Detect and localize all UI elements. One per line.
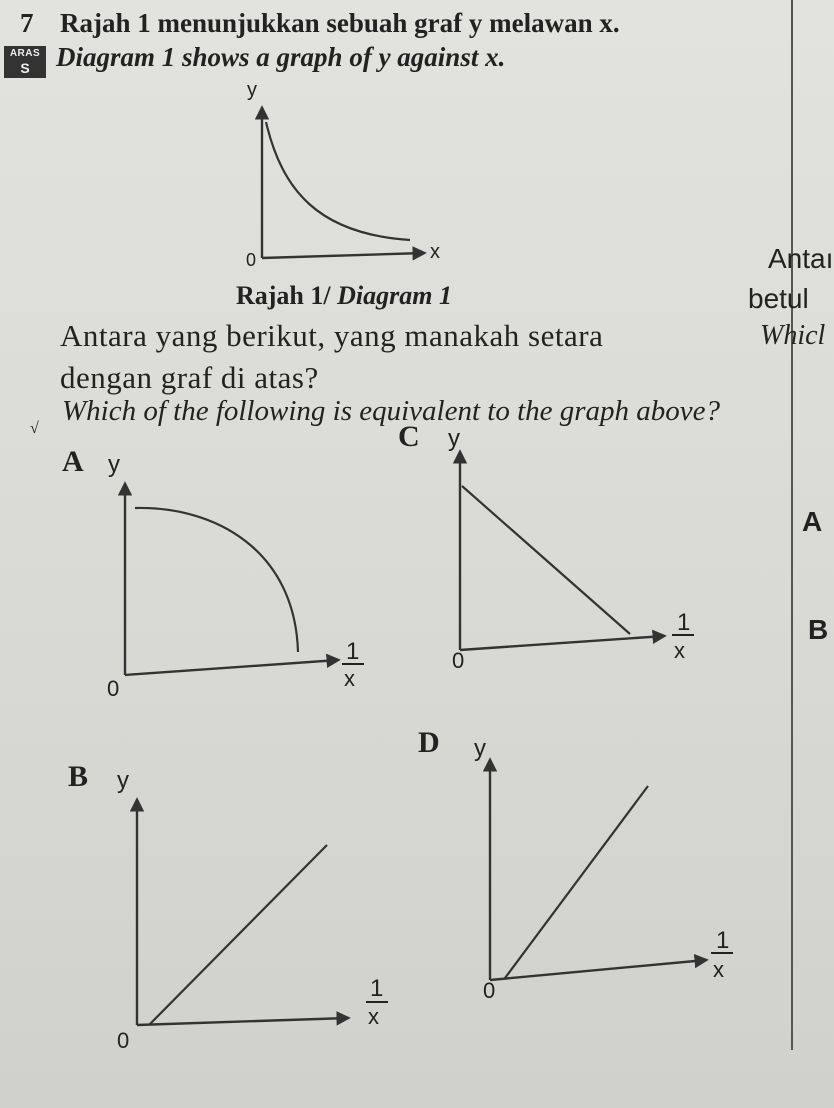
option-d-y-label: y: [474, 735, 486, 762]
option-c-line: [462, 486, 630, 634]
option-d-graph[interactable]: [474, 735, 733, 1003]
diagram-1-y-label: y: [247, 79, 257, 101]
right-column-text-1: Antaı: [768, 243, 834, 274]
option-b-x-axis: [137, 1018, 348, 1025]
option-d-x-denominator: x: [713, 957, 724, 982]
caption-english: Diagram 1: [330, 281, 452, 310]
question-text-english-2: Which of the following is equivalent to the graph above?: [62, 395, 721, 427]
option-c-y-label: y: [448, 425, 460, 452]
option-b-letter[interactable]: B: [68, 760, 89, 793]
option-b-x-numerator: 1: [370, 975, 384, 1002]
badge-level-label: ARAS: [9, 48, 41, 59]
option-c-origin: 0: [452, 648, 465, 673]
option-a-curve: [135, 508, 298, 652]
tick-mark: √: [30, 420, 39, 437]
question-text-malay-2b: dengan graf di atas?: [60, 360, 319, 395]
option-a-graph[interactable]: [107, 451, 364, 701]
diagram-1-x-label: x: [430, 241, 440, 263]
option-a-letter[interactable]: A: [62, 445, 84, 478]
diagram-1-origin: 0: [246, 250, 257, 270]
option-a-x-denominator: x: [344, 666, 355, 691]
option-a-x-axis: [125, 660, 338, 675]
caption-malay: Rajah 1/: [236, 281, 331, 310]
diagram-1-x-axis: [262, 253, 424, 258]
question-text-malay-2a: Antara yang berikut, yang manakah setara: [60, 318, 604, 353]
option-b-graph[interactable]: [117, 767, 388, 1053]
option-d-x-numerator: 1: [716, 927, 730, 954]
option-a-x-numerator: 1: [346, 638, 360, 665]
diagram-1-curve: [266, 122, 410, 240]
option-a-origin: 0: [107, 676, 120, 701]
option-c-x-denominator: x: [674, 638, 685, 663]
right-column-text-3: Whicl: [760, 320, 826, 351]
option-d-origin: 0: [483, 978, 496, 1003]
option-c-x-numerator: 1: [677, 609, 691, 636]
badge-level-value: S: [20, 60, 30, 76]
right-column-option-b: B: [808, 614, 829, 645]
question-text-english-1: Diagram 1 shows a graph of y against x.: [56, 42, 506, 72]
right-column-text-2: betul: [748, 283, 809, 314]
option-b-origin: 0: [117, 1028, 130, 1053]
option-b-line: [150, 845, 327, 1024]
option-d-letter[interactable]: D: [418, 726, 440, 759]
question-text-malay-1: Rajah 1 menunjukkan sebuah graf y melawan x.: [60, 8, 620, 38]
option-a-y-label: y: [108, 451, 120, 478]
diagram-1-graph: [246, 79, 440, 270]
option-b-x-denominator: x: [368, 1004, 379, 1029]
option-b-y-label: y: [117, 767, 129, 794]
option-c-x-axis: [460, 636, 664, 650]
option-d-line: [505, 786, 648, 978]
option-c-letter[interactable]: C: [398, 420, 420, 453]
option-c-graph[interactable]: [448, 425, 694, 673]
right-column-option-a: A: [802, 506, 823, 537]
option-d-x-axis: [490, 960, 706, 980]
question-number: 7: [20, 8, 34, 38]
